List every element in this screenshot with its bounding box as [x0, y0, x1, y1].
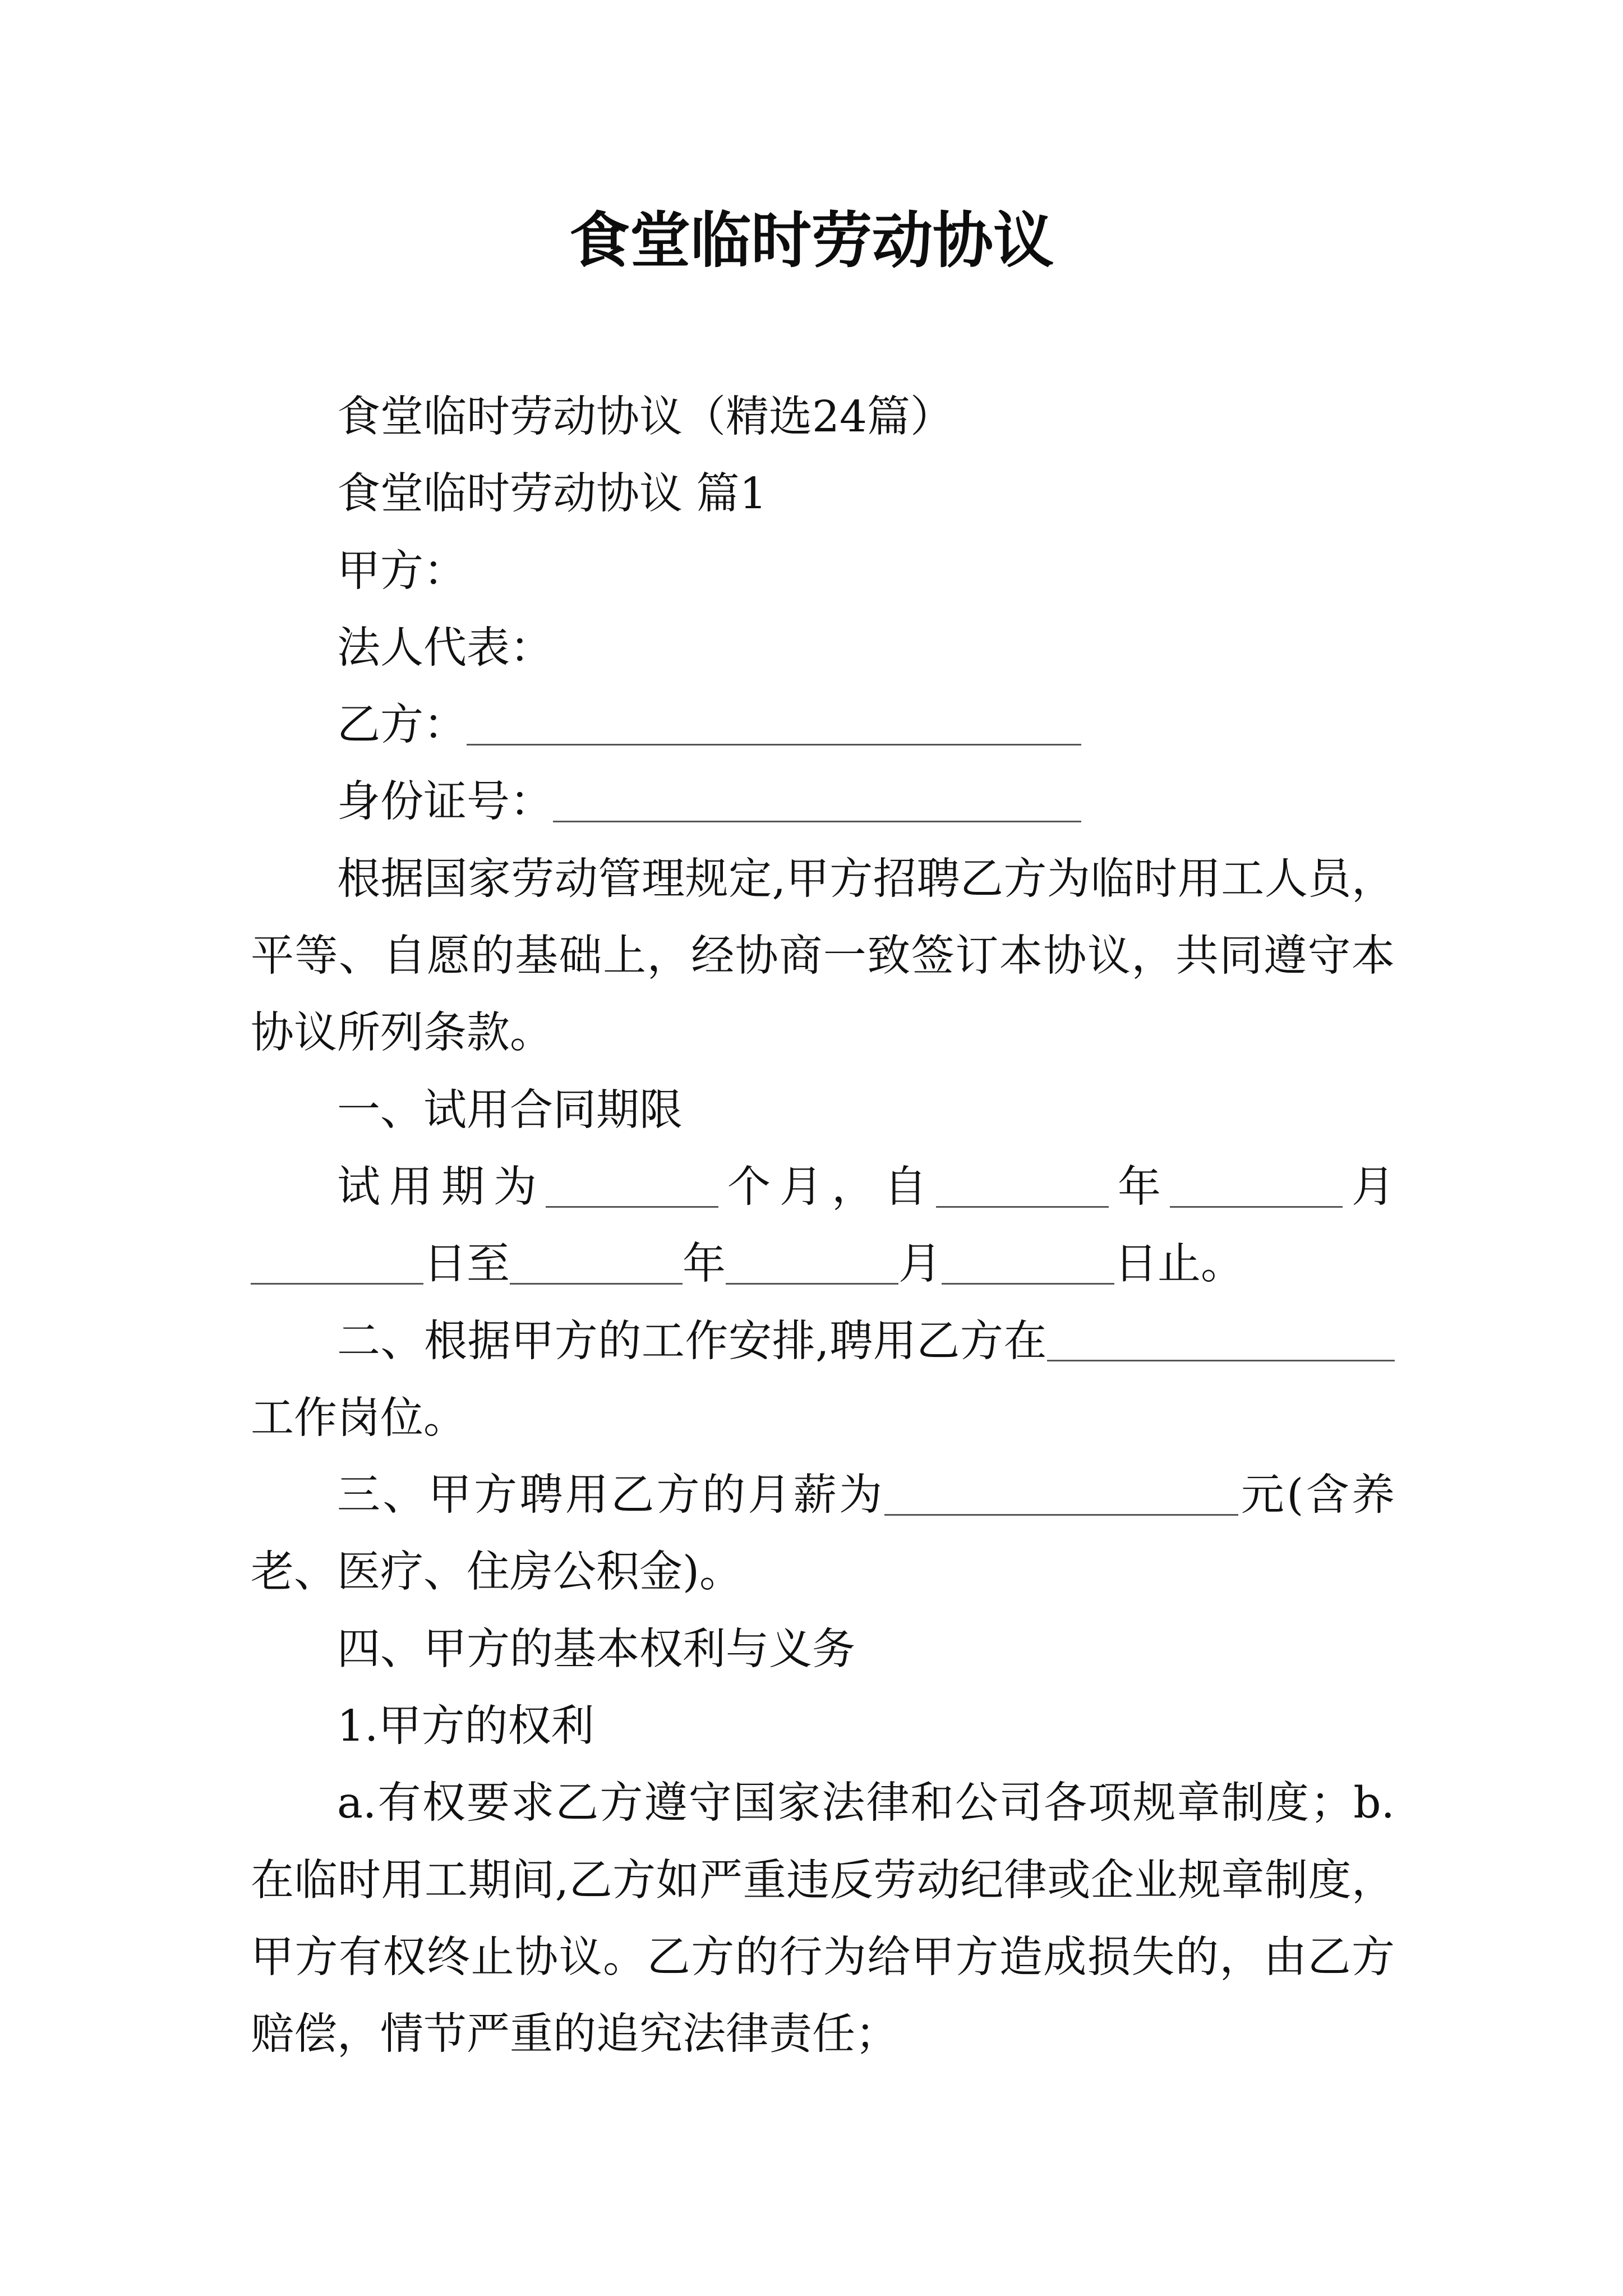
paragraph-line: 平等、自愿的基础上，经协商一致签订本协议，共同遵守本: [251, 931, 1395, 982]
id-number-label: 身份证号：: [337, 777, 553, 827]
probation-end-line: [251, 1226, 1395, 1303]
probation-prefix: 试用期为: [337, 1162, 546, 1212]
start-day-blank: [251, 1277, 423, 1285]
party-b-label: 乙方：: [337, 700, 467, 751]
paragraph-line: 工作岗位。: [251, 1393, 467, 1443]
probation-period-line: [251, 1149, 1395, 1226]
start-month-blank: [1170, 1200, 1343, 1208]
document-title: 食堂临时劳动协议: [569, 205, 1054, 276]
day-end-label: 日止。: [1114, 1239, 1244, 1290]
months-blank: [546, 1200, 718, 1208]
id-number-blank: [553, 815, 1081, 822]
clause-heading: 一、试用合同期限: [337, 1085, 683, 1135]
end-day-blank: [942, 1277, 1114, 1285]
end-month-blank: [726, 1277, 898, 1285]
start-year-blank: [936, 1200, 1109, 1208]
paragraph-line: 协议所列条款。: [251, 1008, 553, 1059]
end-year-blank: [510, 1277, 683, 1285]
section-heading: 食堂临时劳动协议 篇1: [337, 469, 767, 519]
year-label: 年: [683, 1239, 726, 1290]
paragraph-line: 老、医疗、住房公积金)。: [251, 1547, 743, 1598]
document-body: [251, 379, 1395, 2073]
clause-2-line: [251, 1303, 1395, 1380]
month-label: 月: [898, 1239, 942, 1290]
document-subtitle: 食堂临时劳动协议（精选24篇）: [337, 392, 953, 442]
paragraph-line: 甲方有权终止协议。乙方的行为给甲方造成损失的，由乙方: [251, 1932, 1395, 1982]
clause-3-text: 三、甲方聘用乙方的月薪为: [337, 1470, 885, 1521]
clause-3-line: [251, 1457, 1395, 1534]
day-to-label: 日至: [423, 1239, 510, 1290]
salary-blank: [884, 1508, 1238, 1516]
paragraph-line: 根据国家劳动管理规定,甲方招聘乙方为临时用工人员，: [337, 854, 1395, 904]
legal-representative-label: 法人代表：: [337, 623, 553, 673]
id-number-line: [251, 763, 1395, 840]
salary-unit: 元(含养: [1238, 1470, 1395, 1521]
clause-subheading: 1.甲方的权利: [337, 1701, 594, 1752]
paragraph-line: 赔偿，情节严重的追究法律责任；: [251, 2009, 898, 2060]
clause-2-text: 二、根据甲方的工作安排,聘用乙方在: [337, 1316, 1047, 1366]
party-a-label: 甲方：: [337, 546, 467, 596]
month-label: 月: [1343, 1162, 1395, 1212]
year-label: 年: [1109, 1162, 1170, 1212]
paragraph-line: a.有权要求乙方遵守国家法律和公司各项规章制度；b.: [337, 1778, 1395, 1829]
paragraph-line: 在临时用工期间,乙方如严重违反劳动纪律或企业规章制度，: [251, 1855, 1395, 1906]
clause-heading: 四、甲方的基本权利与义务: [337, 1624, 855, 1674]
position-blank: [1047, 1354, 1395, 1361]
months-label: 个月，自: [718, 1162, 936, 1212]
party-b-blank: [467, 738, 1081, 746]
party-b-line: [251, 687, 1395, 763]
